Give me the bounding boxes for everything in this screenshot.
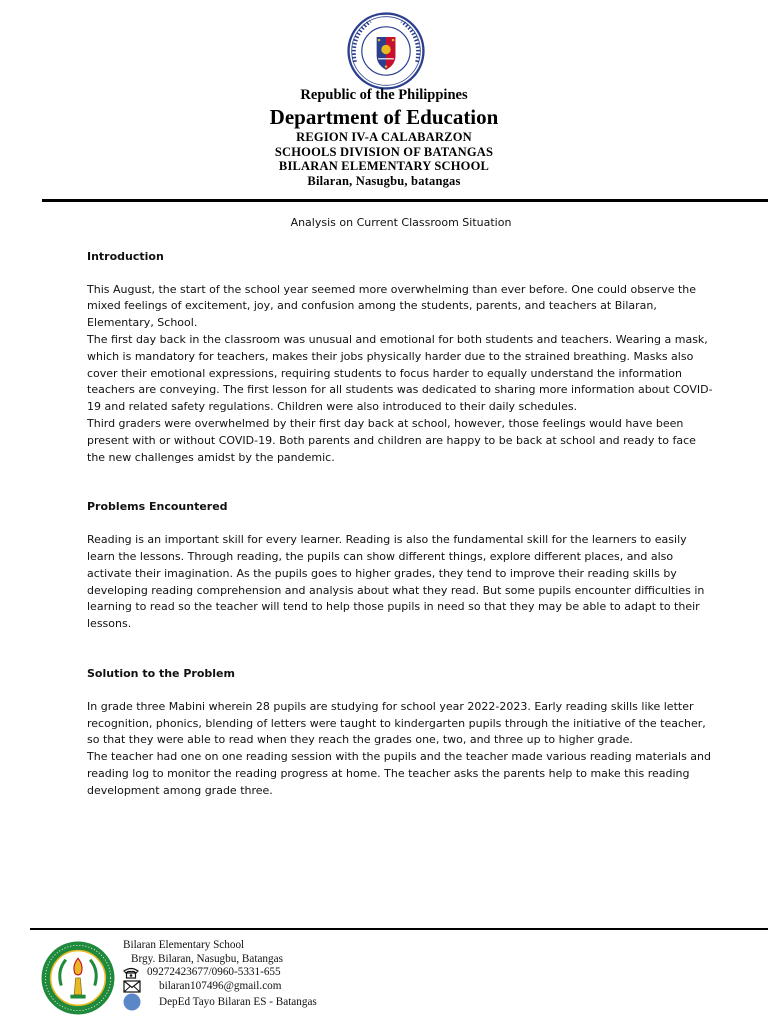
telephone-icon [123,967,147,979]
section-heading-introduction: Introduction [87,249,164,263]
footer-phone: 09272423677/0960-5331-655 [147,966,281,979]
footer-school-name-row [123,939,423,953]
solution-paragraph-2: The teacher had one on one reading session with the pupils and the teacher made various reading materials and reading log to monitor the reading progress at home. The teacher asks the parents help to make this reading development among grade three. [87,750,711,797]
document-title: Analysis on Current Classroom Situation [290,216,512,229]
section-heading-problems: Problems Encountered [87,500,228,514]
facebook-icon [123,993,147,1011]
footer-divider [30,928,768,930]
division-label: SCHOOLS DIVISION OF BATANGAS [274,144,494,159]
department-title: Department of Education [269,105,499,129]
footer-email: bilaran107496@gmail.com [159,979,282,992]
solution-paragraph-1: In grade three Mabini wherein 28 pupils are studying for school year 2022-2023. Early reading skills like letter recognition, phonics, blending of letters were taught to kindergarten pupils through the initiative of the teacher, so that they were able to read when they reach the grades one, two, and three up to higher grade. [87,699,706,747]
footer-facebook-row [123,993,423,1011]
footer-email-row [123,980,423,994]
deped-seal-logo [347,12,425,90]
document-body [87,215,715,800]
footer-phone-row [123,966,423,980]
school-address: Bilaran, Nasugbu, batangas [307,173,461,188]
envelope-icon [123,980,147,993]
header-divider [42,199,768,202]
intro-paragraph-3: Third graders were overwhelmed by their first day back at school, however, those feelings would have been present with or without COVID-19. Both parents and children are happy to be back at school and ready to face the new challenges amidst by the pandemic. [87,416,696,464]
footer-facebook: DepEd Tayo Bilaran ES - Batangas [159,995,317,1008]
republic-label: Republic of the Philippines [300,87,468,103]
footer-address-row [123,953,423,967]
footer-address: Brgy. Bilaran, Nasugbu, Batangas [131,952,283,965]
section-heading-solution: Solution to the Problem [87,666,235,680]
intro-paragraph-2: The first day back in the classroom was unusual and emotional for both students and teachers. Wearing a mask, which is mandatory for teachers, makes their jobs physically harder due to the strained breathing. Masks also cover their emotional expressions, requiring students to focus harder to equally understand the information teachers are conveying. The first lesson for all students was dedicated to sharing more information about COVID-19 and related safety regulations. Children were also introduced to their daily schedules. [87,332,713,414]
school-seal-logo [40,940,116,1016]
school-label: BILARAN ELEMENTARY SCHOOL [278,159,490,173]
section-spacer [87,633,715,666]
letterhead [0,87,768,188]
section-spacer [87,466,715,499]
footer-contact [123,939,423,1011]
intro-paragraph-1: This August, the start of the school year seemed more overwhelming than ever before. One could observe the mixed feelings of excitement, joy, and confusion among the students, parents, and teachers at Bilaran, Elementary, School. [87,282,697,330]
problems-paragraph-1: Reading is an important skill for every learner. Reading is also the fundamental skill for the learners to easily learn the lessons. Through reading, the pupils can show different things, explore different places, and also activate their imagination. As the pupils goes to higher grades, they tend to improve their reading skills by developing reading comprehension and analysis about what they read. But some pupils encounter difficulties in learning to read so the teacher will tend to help those pupils in need so that they may be able to adapt to their lessons. [87,533,705,631]
footer-school-name: Bilaran Elementary School [123,939,245,951]
region-label: REGION IV-A CALABARZON [296,130,472,144]
